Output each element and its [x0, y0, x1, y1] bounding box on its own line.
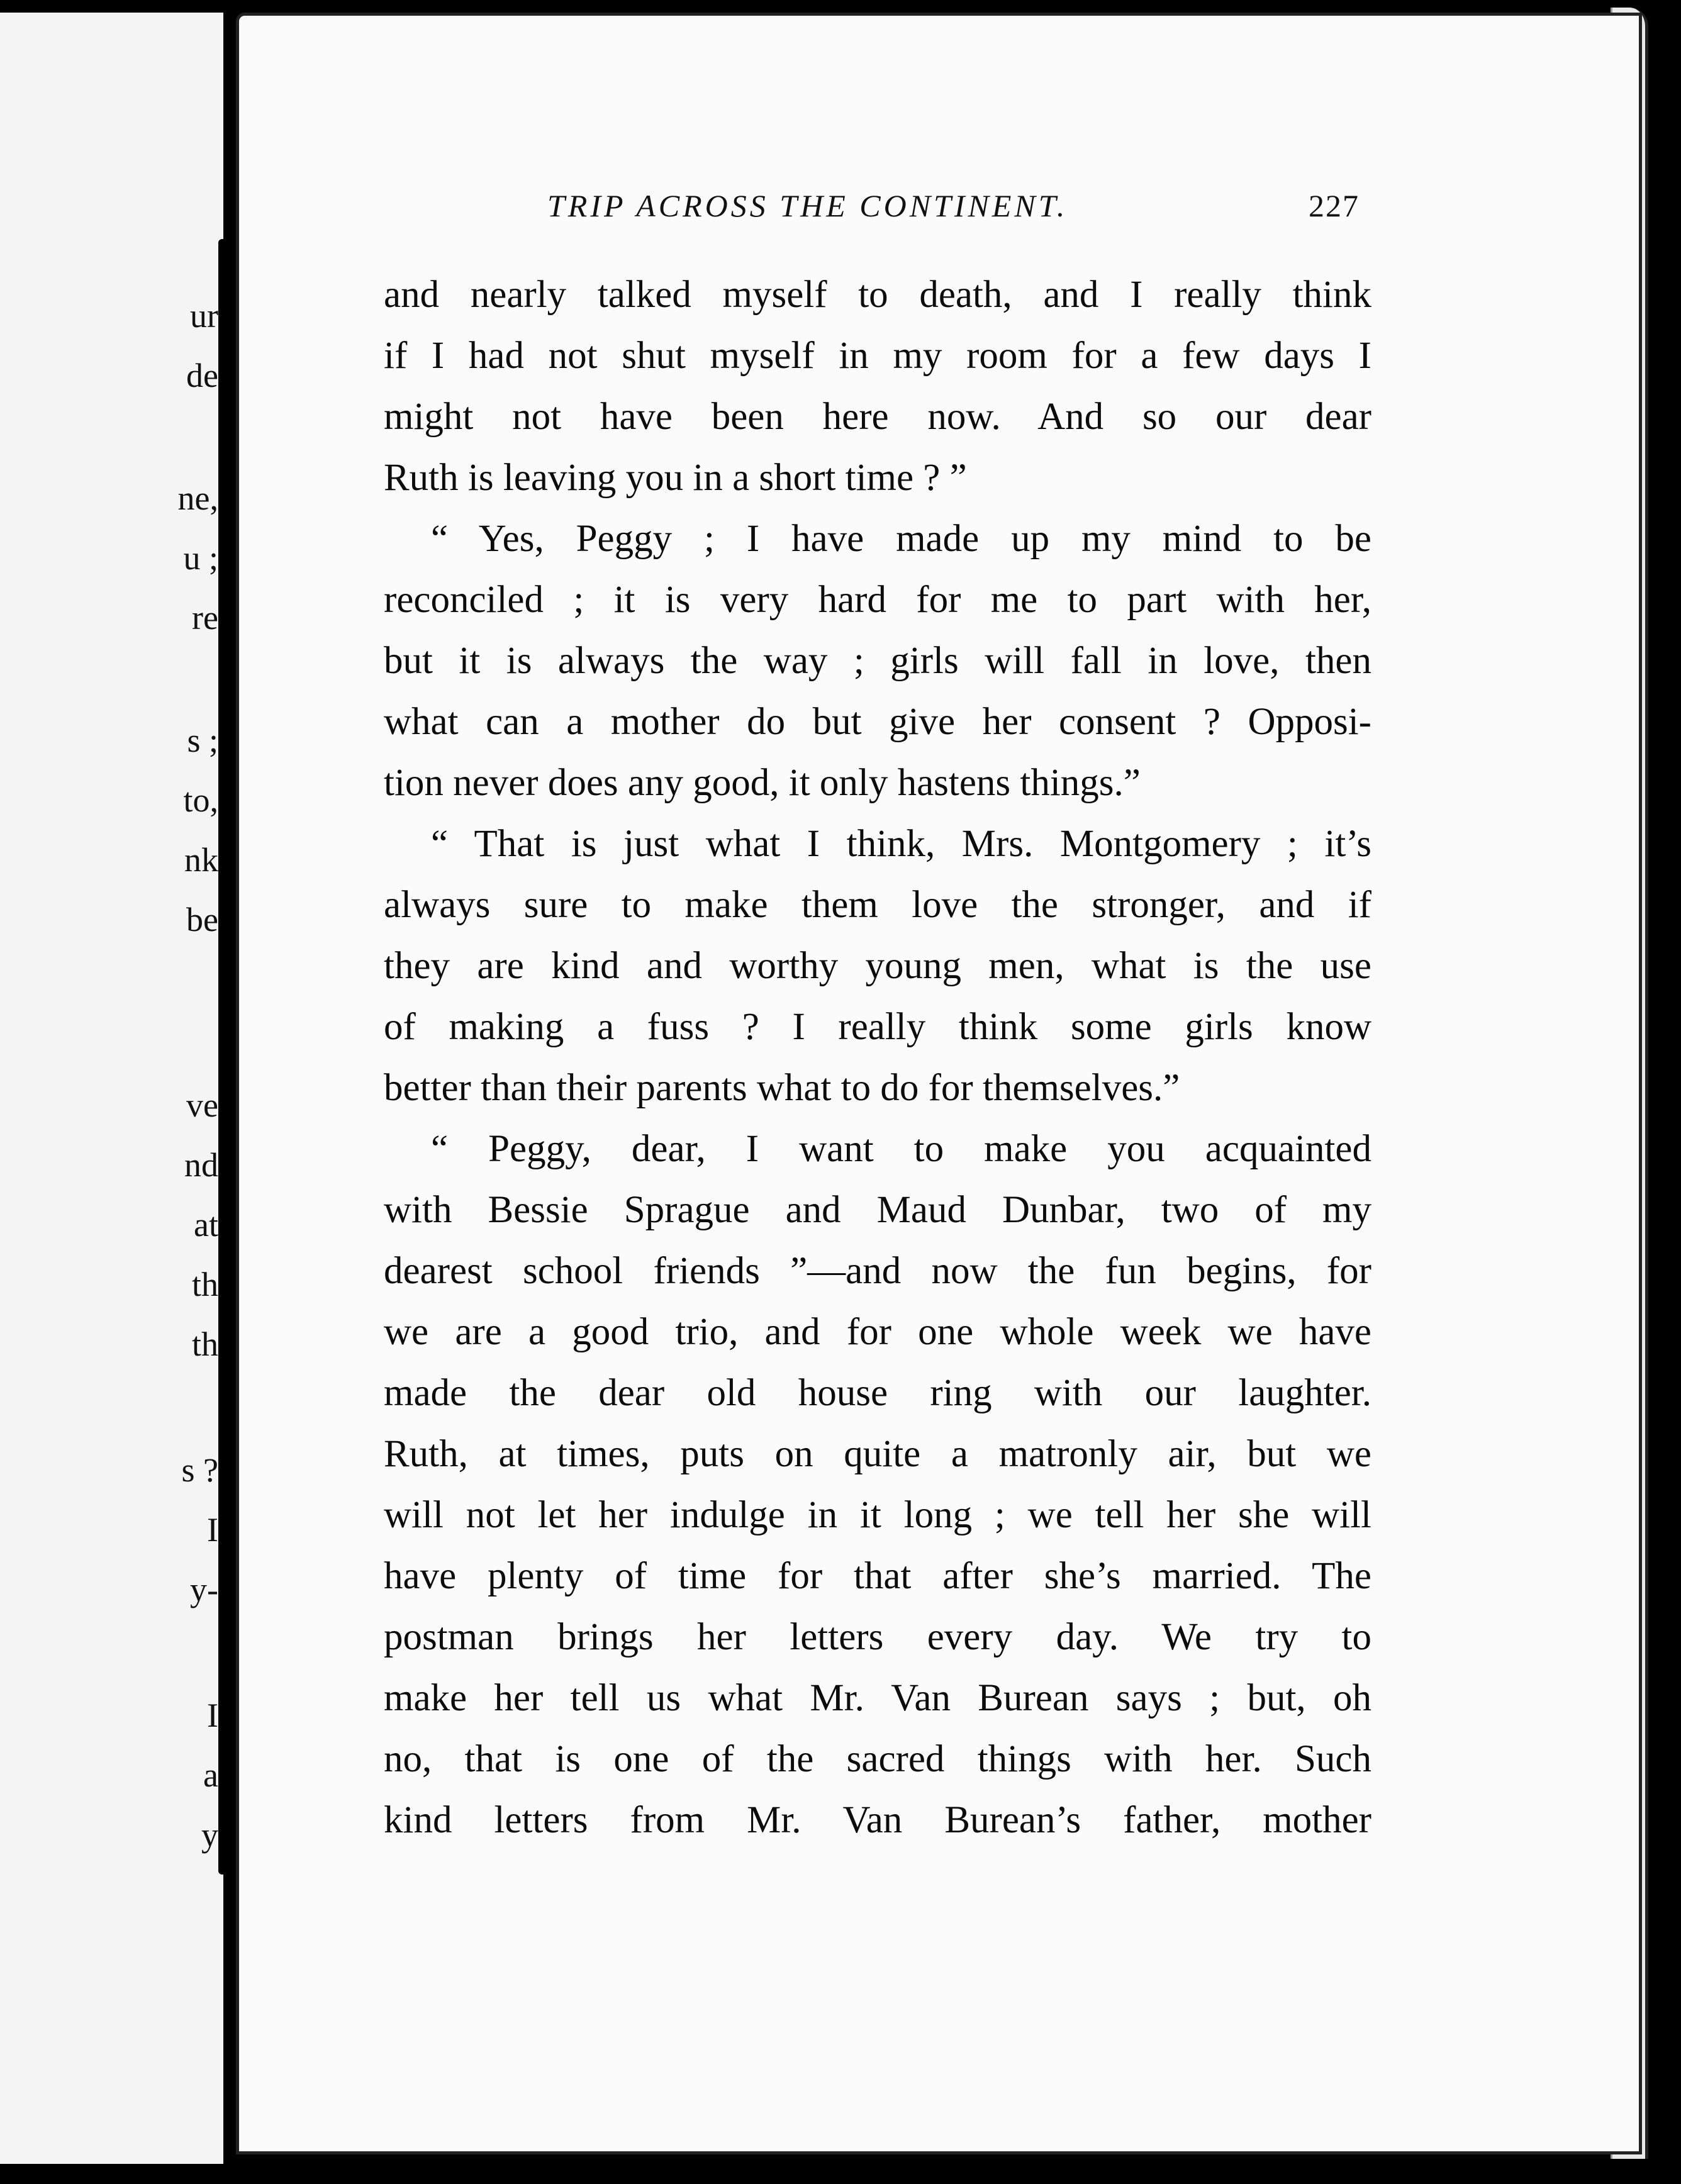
left-page-fragment: ne, — [177, 479, 218, 517]
text-line: dearest school friends ”—and now the fun begins, for — [384, 1250, 1371, 1292]
text-line: better than their parents what to do for themselves.” — [384, 1067, 1180, 1109]
left-page-fragment: u ; — [183, 539, 218, 577]
text-line: will not let her indulge in it long ; we tell her she will — [384, 1494, 1371, 1536]
left-page-fragment: s ? — [181, 1451, 218, 1489]
left-page-fragment: re — [192, 599, 218, 637]
left-page-fragment: nk — [184, 841, 218, 879]
text-line: might not have been here now. And so our dear — [384, 396, 1371, 438]
text-line: of making a fuss ? I really think some girls know — [384, 1006, 1371, 1048]
text-line: we are a good trio, and for one whole week we have — [384, 1311, 1371, 1353]
left-page-fragment: s ; — [187, 722, 218, 759]
left-page-fragment: I — [207, 1511, 218, 1549]
text-line: no, that is one of the sacred things with her. Such — [384, 1738, 1371, 1780]
left-page-fragment: at — [194, 1206, 218, 1244]
text-line: with Bessie Sprague and Maud Dunbar, two of my — [384, 1189, 1371, 1231]
left-page-fragment: y- — [190, 1571, 218, 1608]
text-line: kind letters from Mr. Van Burean’s father, mother — [384, 1799, 1371, 1841]
text-line: Ruth, at times, puts on quite a matronly air, but we — [384, 1433, 1371, 1475]
text-line: postman brings her letters every day. We try to — [384, 1616, 1371, 1658]
text-line: Ruth is leaving you in a short time ? ” — [384, 457, 967, 499]
left-page — [0, 13, 227, 2164]
text-line: they are kind and worthy young men, what is the use — [384, 945, 1371, 987]
text-line: make her tell us what Mr. Van Burean says ; but, oh — [384, 1677, 1371, 1719]
text-line: “ Peggy, dear, I want to make you acquainted — [431, 1128, 1371, 1170]
text-line: and nearly talked myself to death, and I really think — [384, 274, 1371, 316]
spine-shadow — [218, 239, 228, 1875]
left-page-fragment: y — [201, 1816, 218, 1854]
left-page-fragments — [0, 13, 223, 2164]
left-page-fragment: be — [186, 901, 218, 939]
text-line: made the dear old house ring with our laughter. — [384, 1372, 1371, 1414]
text-line: reconciled ; it is very hard for me to part with her, — [384, 579, 1371, 621]
running-title: TRIP ACROSS THE CONTINENT. — [547, 188, 1068, 223]
left-page-fragment: I — [207, 1696, 218, 1734]
left-page-fragment: de — [186, 357, 218, 394]
text-line: but it is always the way ; girls will fall in love, then — [384, 640, 1371, 682]
text-line: what can a mother do but give her consent ? Opposi- — [384, 701, 1371, 743]
left-page-fragment: th — [191, 1266, 218, 1303]
text-line: tion never does any good, it only hastens things.” — [384, 762, 1141, 804]
text-line: “ Yes, Peggy ; I have made up my mind to be — [431, 518, 1371, 560]
text-line: always sure to make them love the stronger, and if — [384, 884, 1371, 926]
left-page-fragment: to, — [183, 781, 218, 819]
left-page-fragment: nd — [184, 1146, 218, 1184]
left-page-fragment: ur — [190, 297, 218, 335]
page-number: 227 — [1309, 188, 1360, 223]
left-page-fragment: th — [191, 1325, 218, 1363]
text-line: have plenty of time for that after she’s married. The — [384, 1555, 1371, 1597]
left-page-fragment: a — [203, 1756, 218, 1794]
text-line: “ That is just what I think, Mrs. Montgomery ; it’s — [431, 823, 1371, 865]
left-page-fragment: ve — [186, 1086, 218, 1124]
text-line: if I had not shut myself in my room for a few days I — [384, 335, 1371, 377]
body-text — [384, 264, 1371, 1851]
